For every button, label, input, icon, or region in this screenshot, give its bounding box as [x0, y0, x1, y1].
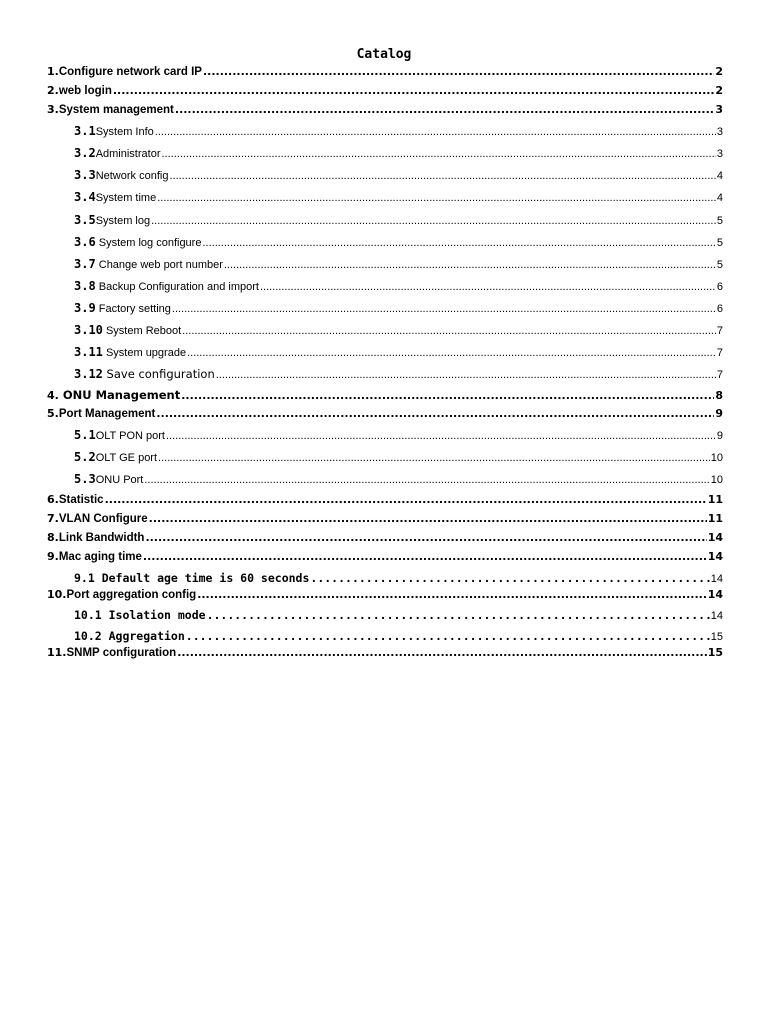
toc-entry[interactable] [47, 103, 723, 116]
toc-entry-page: 3 [716, 126, 723, 138]
toc-entry-page: 10 [710, 452, 723, 464]
toc-leader [187, 347, 716, 359]
toc-entry[interactable] [47, 213, 723, 227]
toc-leader [203, 65, 714, 78]
toc-leader [186, 629, 710, 643]
toc-entry-page: 5 [716, 259, 723, 271]
toc-entry[interactable] [47, 531, 723, 544]
toc-entry-page: 7 [716, 325, 723, 337]
toc-entry-page: 3 [715, 103, 723, 116]
toc-entry-number: 3.11 [74, 345, 103, 359]
toc-leader [144, 474, 709, 486]
toc-entry[interactable] [47, 388, 723, 402]
toc-entry-number: 3.6 [74, 235, 96, 249]
toc-leader [143, 550, 707, 563]
toc-entry-page: 14 [710, 573, 723, 585]
toc-entry-label: Link Bandwidth [58, 532, 145, 544]
toc-entry-page: 14 [707, 531, 723, 544]
toc-entry-page: 5 [716, 215, 723, 227]
toc-entry-label: System upgrade [102, 347, 187, 359]
toc-entry-label: OLT PON port [95, 430, 165, 442]
toc-leader [260, 281, 716, 293]
toc-entry[interactable] [47, 257, 723, 271]
toc-entry-page: 2 [715, 65, 723, 78]
toc-leader [202, 237, 715, 249]
toc-leader [151, 215, 716, 227]
toc-leader [216, 369, 716, 381]
toc-leader [161, 148, 715, 160]
toc-entry-label: Port Management [58, 408, 156, 420]
toc-leader [197, 588, 706, 601]
toc-entry-label: Change web port number [95, 259, 223, 271]
toc-entry[interactable] [47, 493, 723, 506]
toc-leader [145, 531, 706, 544]
toc-entry-number: 5.2 [74, 450, 96, 464]
toc-entry-label: web login [58, 85, 112, 97]
toc-entry[interactable] [47, 472, 723, 486]
toc-leader [207, 608, 710, 622]
toc-entry-page: 8 [715, 389, 723, 402]
toc-entry[interactable] [47, 84, 723, 97]
toc-entry-label: Configure network card IP [58, 66, 202, 78]
toc-entry[interactable] [47, 571, 723, 585]
toc-entry-label: Port aggregation config [66, 589, 197, 601]
toc-leader [177, 646, 707, 659]
toc-entry-page: 6 [716, 303, 723, 315]
toc-entry-number: 3.5 [74, 213, 96, 227]
toc-entry-page: 11 [707, 512, 723, 525]
toc-entry-page: 9 [715, 407, 723, 420]
toc-entry-number: 1. [47, 65, 59, 78]
toc-leader [224, 259, 716, 271]
toc-entry[interactable] [47, 550, 723, 563]
toc-leader [158, 452, 710, 464]
toc-entry-page: 6 [716, 281, 723, 293]
toc-entry-label: System Reboot [102, 325, 182, 337]
toc-leader [175, 103, 714, 116]
toc-entry[interactable] [47, 190, 723, 204]
toc-entry-label: 10.1 Isolation mode [74, 608, 206, 622]
toc-entry-label: System management [58, 104, 174, 116]
toc-entry-page: 11 [707, 493, 723, 506]
toc-entry-number: 3.7 [74, 257, 96, 271]
toc-entry-page: 10 [710, 474, 723, 486]
toc-entry-label: System log [95, 215, 151, 227]
toc-entry[interactable] [47, 345, 723, 359]
toc-leader [155, 126, 716, 138]
toc-entry-label: SNMP configuration [66, 647, 177, 659]
toc-entry-page: 14 [710, 610, 723, 622]
toc-leader [157, 192, 716, 204]
toc-entry-page: 4 [716, 170, 723, 182]
toc-entry-number: 3.2 [74, 146, 96, 160]
toc-leader [172, 303, 716, 315]
toc-entry[interactable] [47, 588, 723, 601]
toc-entry-number: 5.3 [74, 472, 96, 486]
toc-entry-page: 4 [716, 192, 723, 204]
toc-entry-number: 3.1 [74, 124, 96, 138]
toc-leader [156, 407, 714, 420]
toc-entry-page: 2 [715, 84, 723, 97]
toc-entry-page: 14 [707, 588, 723, 601]
toc-entry-page: 7 [716, 369, 723, 381]
toc-entry-number: 8. [47, 531, 59, 544]
toc-entry-page: 15 [707, 646, 723, 659]
toc-leader [166, 430, 716, 442]
toc-entry-label: ONU Port [95, 474, 144, 486]
toc-entry[interactable] [47, 65, 723, 78]
toc-leader [181, 389, 714, 402]
toc-leader [113, 84, 714, 97]
toc-entry-page: 15 [710, 631, 723, 643]
toc-entry[interactable] [47, 367, 723, 381]
toc-entry-page: 7 [716, 347, 723, 359]
toc-entry[interactable] [47, 235, 723, 249]
toc-entry-label: Network config [95, 170, 169, 182]
toc-entry-number: 3.4 [74, 190, 96, 204]
toc-entry-number: 7. [47, 512, 59, 525]
toc-entry[interactable] [47, 279, 723, 293]
toc-entry-number: 3.8 [74, 279, 96, 293]
toc-leader [105, 493, 707, 506]
toc-leader [149, 512, 707, 525]
toc-entry-number: 3.10 [74, 323, 103, 337]
toc-entry-page: 14 [707, 550, 723, 563]
toc-entry-page: 9 [716, 430, 723, 442]
toc-entry-number: 3.12 [74, 367, 103, 381]
toc-entry-page: 5 [716, 237, 723, 249]
toc-entry-number: 10. [47, 588, 67, 601]
toc-leader [182, 325, 716, 337]
toc-entry-label: Administrator [95, 148, 161, 160]
toc-entry-label: System Info [95, 126, 154, 138]
toc-entry[interactable] [47, 512, 723, 525]
toc-entry[interactable] [47, 450, 723, 464]
toc-entry-label: VLAN Configure [58, 513, 148, 525]
toc-entry-number: 3. [47, 103, 59, 116]
toc-leader [169, 170, 715, 182]
toc-entry-number: 5.1 [74, 428, 96, 442]
toc-entry[interactable] [47, 629, 723, 643]
toc-entry-label: Factory setting [95, 303, 171, 315]
toc-entry-number: 3.9 [74, 301, 96, 315]
toc-entry[interactable] [47, 608, 723, 622]
toc-entry-label: System log configure [95, 237, 202, 249]
toc-entry-number: 9. [47, 550, 59, 563]
toc-entry-label: ONU Management [58, 388, 181, 402]
toc-entry-number: 11. [47, 646, 67, 659]
toc-entry-label: 9.1 Default age time is 60 seconds [74, 571, 310, 585]
toc-entry-number: 6. [47, 493, 59, 506]
toc-entry-label: OLT GE port [95, 452, 158, 464]
toc-entry-label: System time [95, 192, 157, 204]
toc-entry-page: 3 [716, 148, 723, 160]
toc-entry[interactable] [47, 146, 723, 160]
toc-entry[interactable] [47, 428, 723, 442]
toc-entry-label: Statistic [58, 494, 104, 506]
toc-entry-number: 5. [47, 407, 59, 420]
toc-entry[interactable] [47, 407, 723, 420]
toc-entry[interactable] [47, 124, 723, 138]
toc-entry-label: Mac aging time [58, 551, 142, 563]
toc-leader [310, 571, 709, 585]
toc-entry-number: 4. [47, 389, 59, 402]
toc-entry[interactable] [47, 646, 723, 659]
toc-entry-label: Save configuration [102, 367, 215, 381]
toc-entry-label: 10.2 Aggregation [74, 629, 185, 643]
catalog-title: Catalog [356, 47, 412, 62]
toc-entry[interactable] [47, 168, 723, 182]
toc-entry[interactable] [47, 323, 723, 337]
toc-entry-number: 2. [47, 84, 59, 97]
toc-entry-number: 3.3 [74, 168, 96, 182]
toc-entry-label: Backup Configuration and import [95, 281, 259, 293]
toc-entry[interactable] [47, 301, 723, 315]
